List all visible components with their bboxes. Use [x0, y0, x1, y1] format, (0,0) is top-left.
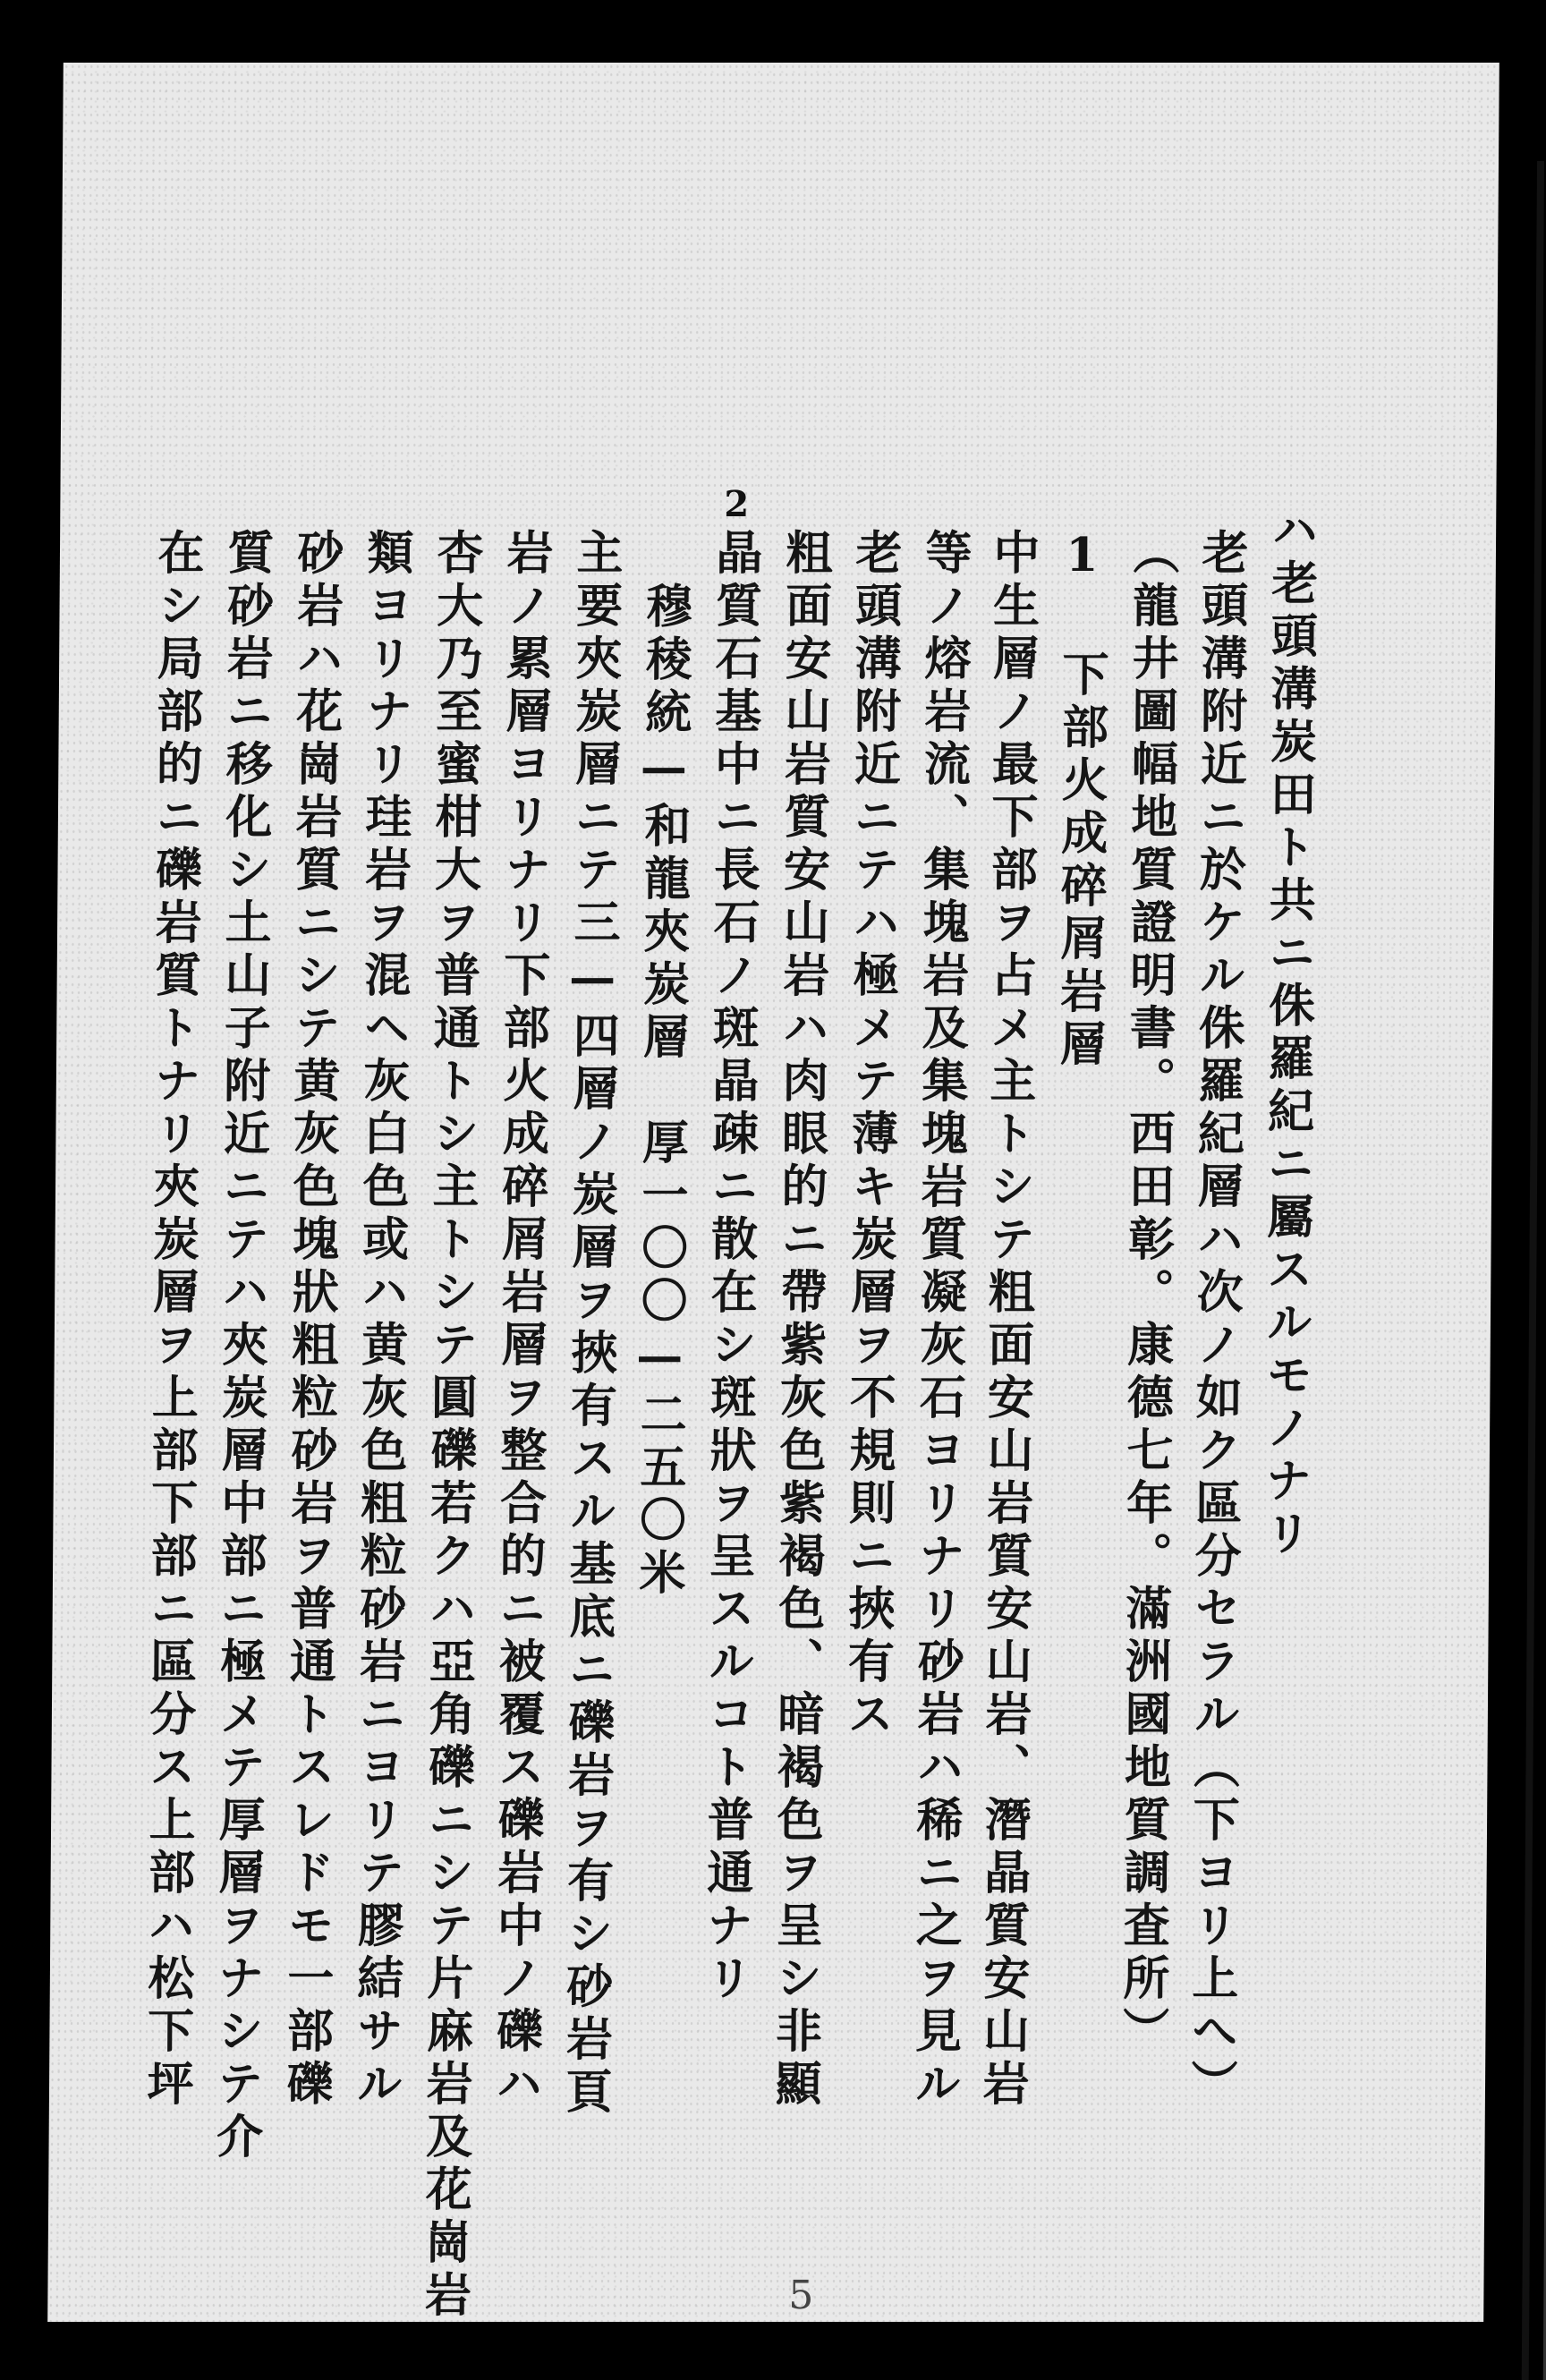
document-page	[47, 63, 1499, 2322]
text-column: 質砂岩ニ移化シ土山子附近ニテハ夾炭層中部ニ極メテ厚層ヲナシテ介	[208, 528, 275, 2164]
page-number: 2	[724, 483, 750, 525]
citation-column: （龍井圖幅地質證明書。西田彰。康德七年。滿洲國地質調査所）	[1114, 528, 1180, 2059]
section-heading: 穆稜統—和龍夾炭層 厚一〇〇—二五〇米	[630, 582, 692, 1601]
text-column: 杏大乃至蜜柑大ヲ普通トシ主トシテ圓礫若クハ亞角礫ニシテ片麻岩及花崗岩	[416, 528, 484, 2323]
text-column: 在シ局部的ニ礫岩質トナリ夾炭層ヲ上部下部ニ區分ス上部ハ松下坪	[138, 528, 205, 2112]
text-column: 岩ノ累層ヨリナリ下部火成碎屑岩層ヲ整合的ニ被覆ス礫岩中ノ礫ハ	[487, 528, 554, 2112]
text-column: 類ヨリナリ珪岩ヲ混ヘ灰白色或ハ黄灰色粗粒砂岩ニヨリテ膠結サル	[347, 528, 414, 2112]
page-edge-rule	[1522, 161, 1544, 2380]
text-column: 粗面安山岩質安山岩ハ肉眼的ニ帶紫灰色紫褐色、暗褐色ヲ呈シ非顯	[766, 528, 833, 2112]
text-column: 晶質石基中ニ長石ノ斑晶疎ニ散在シ斑狀ヲ呈スルコト普通ナリ	[697, 528, 763, 2006]
text-column: ハ老頭溝炭田ト共ニ侏羅紀ニ屬スルモノナリ	[1256, 506, 1319, 1561]
section-heading: 1 下部火成碎屑岩層	[1050, 528, 1110, 1072]
text-column: 砂岩ハ花崗岩質ニシテ黄灰色塊狀粗粒砂岩ヲ普通トスレドモ一部礫	[277, 528, 344, 2112]
text-column: 老頭溝附近ニテハ極メテ薄キ炭層ヲ不規則ニ挾有ス	[838, 528, 903, 1742]
text-column: 等ノ熔岩流、集塊岩及集塊岩質凝灰石ヨリナリ砂岩ハ稀ニ之ヲ見ル	[905, 528, 973, 2112]
text-column: 主要夾炭層ニテ三—四層ノ炭層ヲ挾有スル基底ニ礫岩ヲ有シ砂岩頁	[556, 528, 624, 2120]
text-column: 中生層ノ最下部ヲ占メ主トシテ粗面安山岩質安山岩、潛晶質安山岩	[973, 528, 1041, 2112]
text-column: 老頭溝附近ニ於ケル侏羅紀層ハ次ノ如ク區分セラル（下ヨリ上へ）	[1182, 528, 1249, 2112]
footer-mark: 5	[788, 2273, 814, 2318]
